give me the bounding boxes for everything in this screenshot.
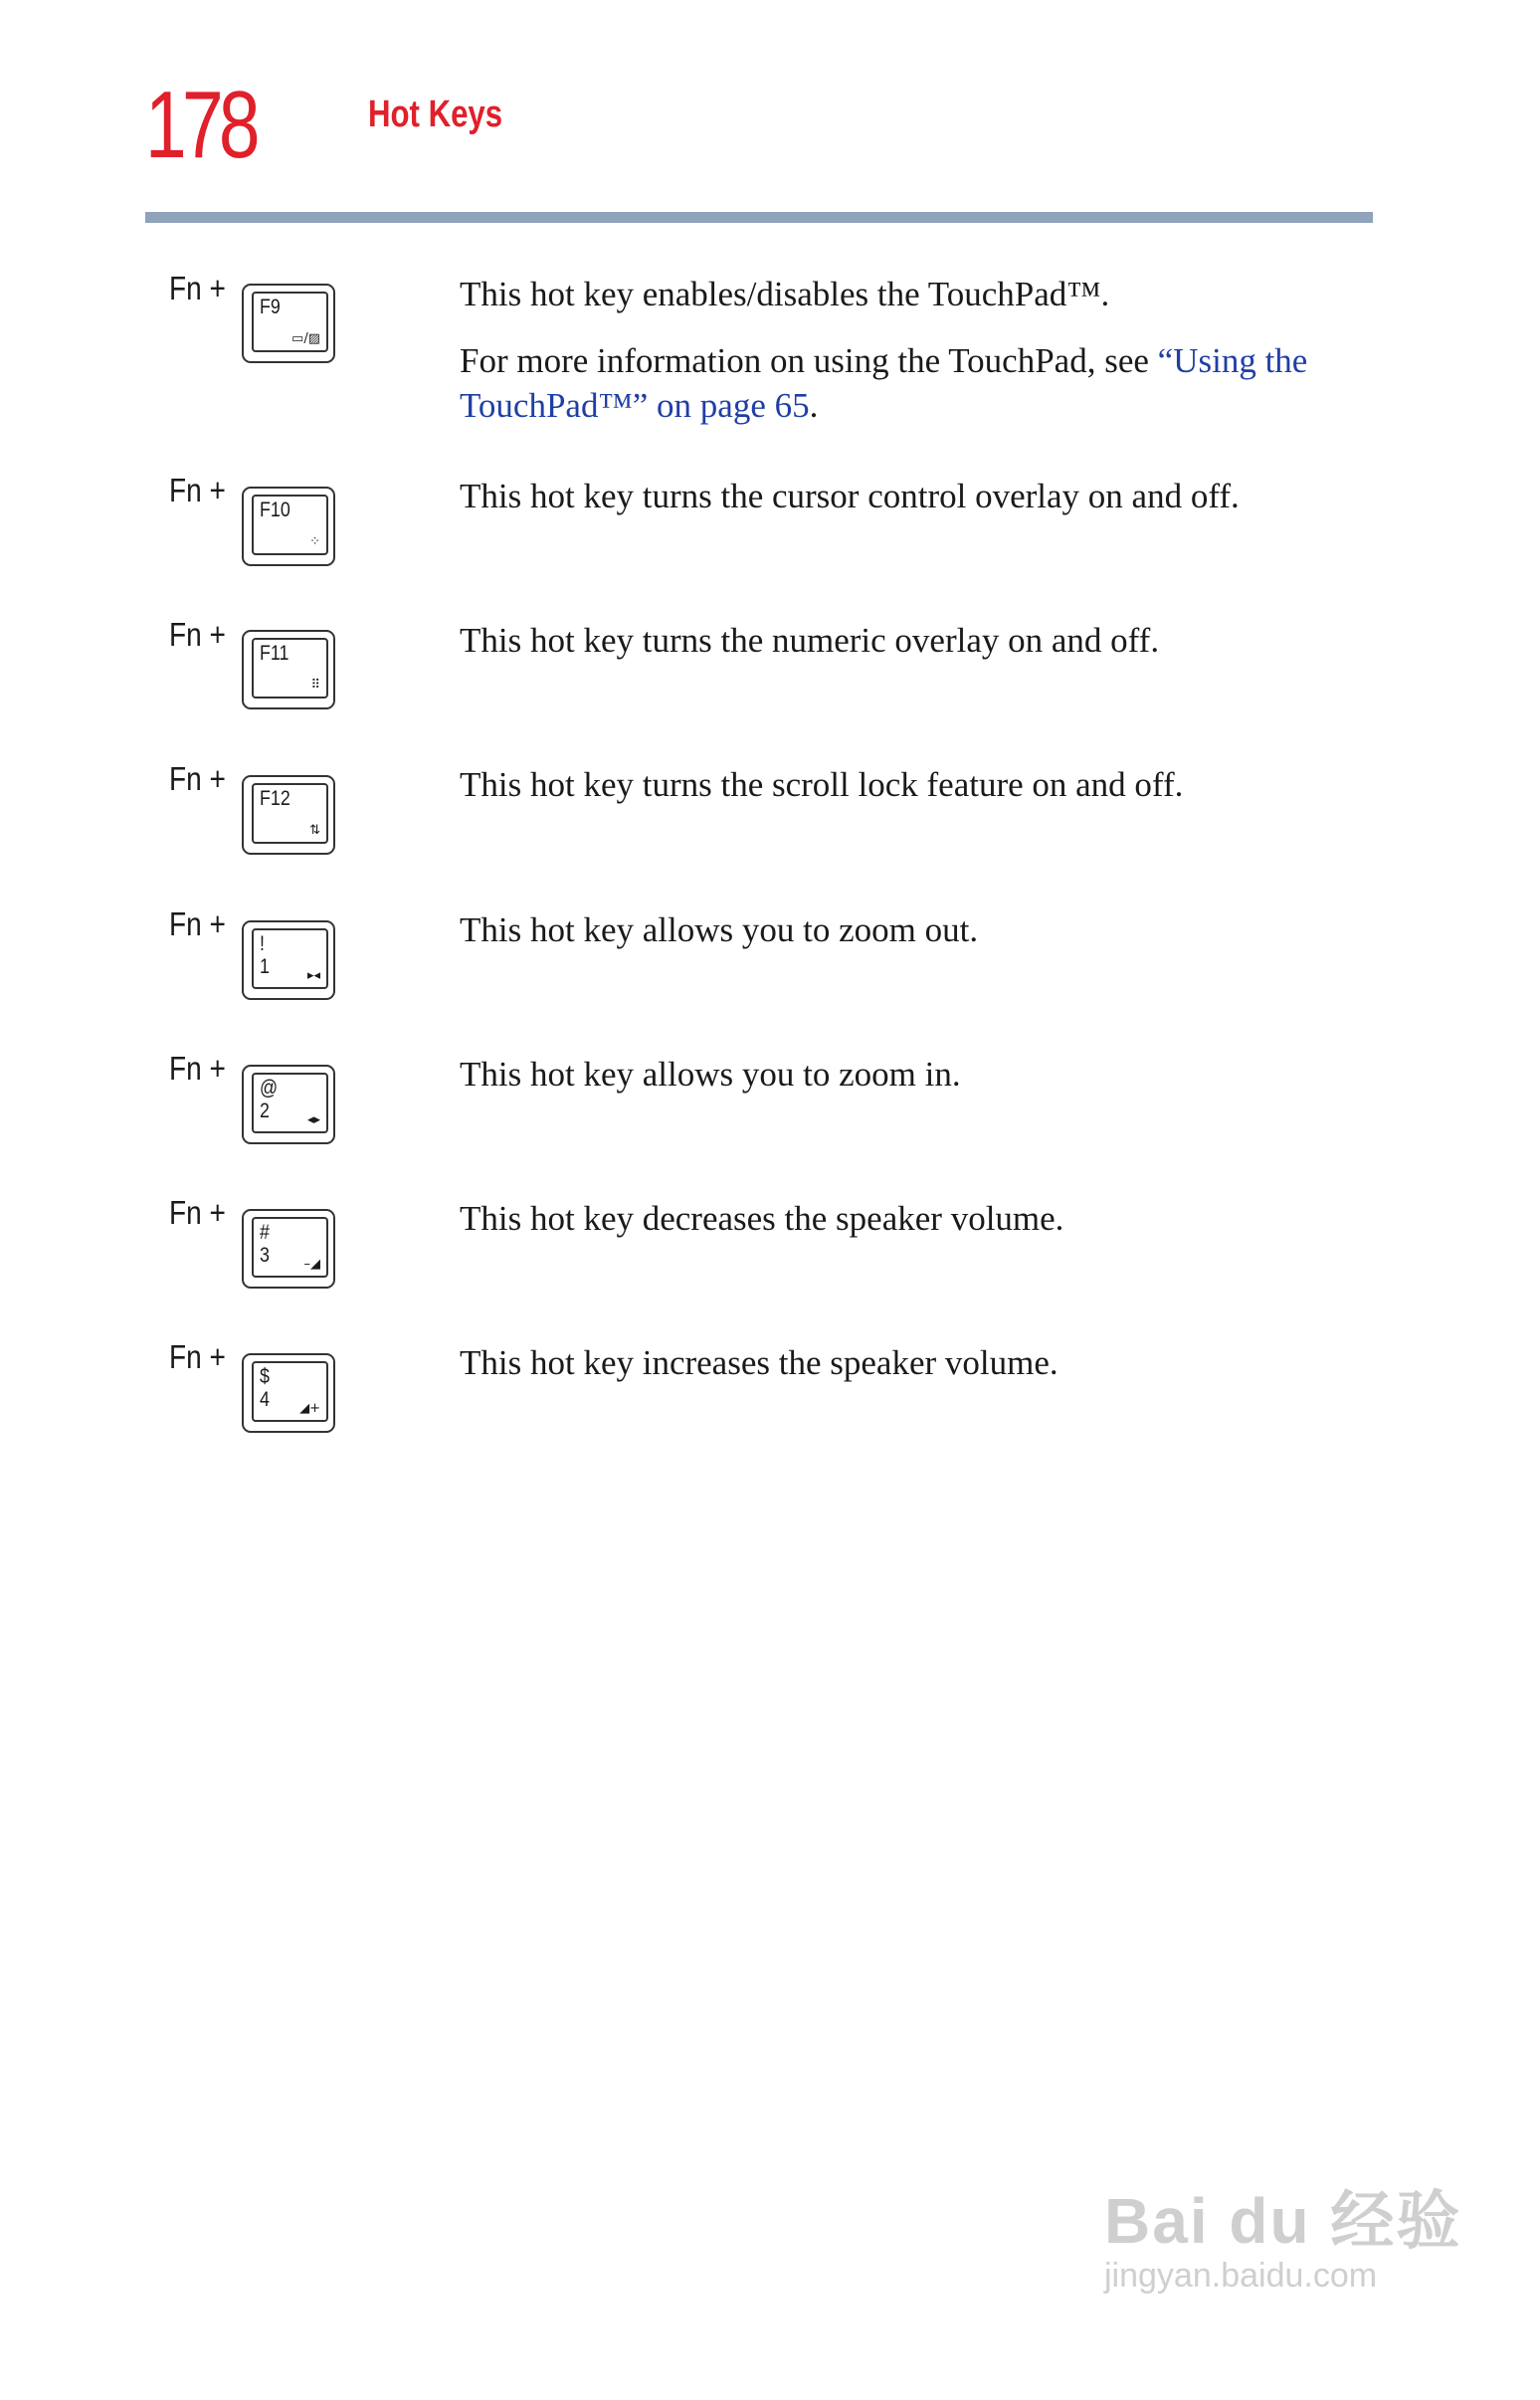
fn-label: Fn + — [169, 1050, 226, 1087]
hotkey-description — [460, 1340, 1335, 1407]
key-label: F12 — [260, 787, 290, 810]
hotkey-description — [460, 1052, 1335, 1118]
description-text: This hot key increases the speaker volume. — [460, 1343, 1059, 1382]
fn-label: Fn + — [169, 905, 226, 942]
page-number: 178 — [145, 72, 256, 178]
hotkey-description — [460, 1196, 1335, 1263]
section-title: Hot Keys — [368, 94, 503, 135]
key-f9 — [242, 284, 335, 363]
header-rule — [145, 212, 1373, 223]
fn-label: Fn + — [169, 472, 226, 508]
key-label: F10 — [260, 499, 290, 521]
key-1 — [242, 920, 335, 1000]
key-label: # — [260, 1221, 270, 1244]
key-label-number: 3 — [260, 1244, 270, 1267]
description-text: This hot key turns the scroll lock feature on and off. — [460, 765, 1184, 804]
key-label-number: 1 — [260, 955, 270, 978]
hotkey-description — [460, 618, 1335, 685]
description-text: This hot key turns the cursor control overlay on and off. — [460, 477, 1240, 515]
key-2 — [242, 1065, 335, 1144]
more-info-text: For more information on using the TouchPad, see “Using the TouchPad™” on page 65. — [460, 341, 1308, 425]
touchpad-toggle-icon: ▭/▨ — [291, 331, 320, 346]
cursor-overlay-icon: ⁘ — [309, 534, 320, 549]
volume-down-icon: –◢ — [303, 1257, 320, 1272]
key-f10 — [242, 487, 335, 566]
zoom-out-icon: ▸◂ — [306, 968, 320, 983]
hotkey-description — [460, 474, 1335, 540]
description-text: This hot key decreases the speaker volume. — [460, 1199, 1064, 1238]
key-3 — [242, 1209, 335, 1289]
scroll-lock-icon: ⇅ — [309, 823, 320, 838]
hotkey-description — [460, 907, 1335, 974]
description-text: This hot key enables/disables the TouchPad™. — [460, 275, 1110, 313]
key-f12 — [242, 775, 335, 855]
key-label-number: 4 — [260, 1388, 270, 1411]
fn-label: Fn + — [169, 1338, 226, 1375]
fn-label: Fn + — [169, 270, 226, 306]
volume-up-icon: ◢+ — [299, 1401, 320, 1416]
key-label: $ — [260, 1365, 270, 1388]
zoom-in-icon: ◂▸ — [306, 1112, 320, 1127]
description-text: This hot key allows you to zoom out. — [460, 910, 979, 949]
description-text: This hot key turns the numeric overlay on and off. — [460, 621, 1160, 660]
key-label: @ — [260, 1077, 279, 1100]
baidu-watermark — [1104, 2185, 1462, 2295]
fn-label: Fn + — [169, 1194, 226, 1231]
touchpad-page-link[interactable]: “Using the TouchPad™” on page 65 — [460, 341, 1308, 425]
key-label: F11 — [260, 642, 289, 665]
numeric-overlay-icon: ⠿ — [310, 678, 320, 693]
key-label: F9 — [260, 296, 281, 318]
fn-label: Fn + — [169, 760, 226, 797]
description-text: This hot key allows you to zoom in. — [460, 1055, 961, 1094]
hotkey-description — [460, 762, 1335, 829]
watermark-url: jingyan.baidu.com — [1104, 2257, 1378, 2295]
key-f11 — [242, 630, 335, 709]
key-label: ! — [260, 932, 265, 955]
key-4 — [242, 1353, 335, 1433]
hotkey-description — [460, 272, 1335, 450]
key-label-number: 2 — [260, 1100, 270, 1122]
fn-label: Fn + — [169, 616, 226, 653]
watermark-logo: Bai du 经验 — [1104, 2185, 1462, 2257]
